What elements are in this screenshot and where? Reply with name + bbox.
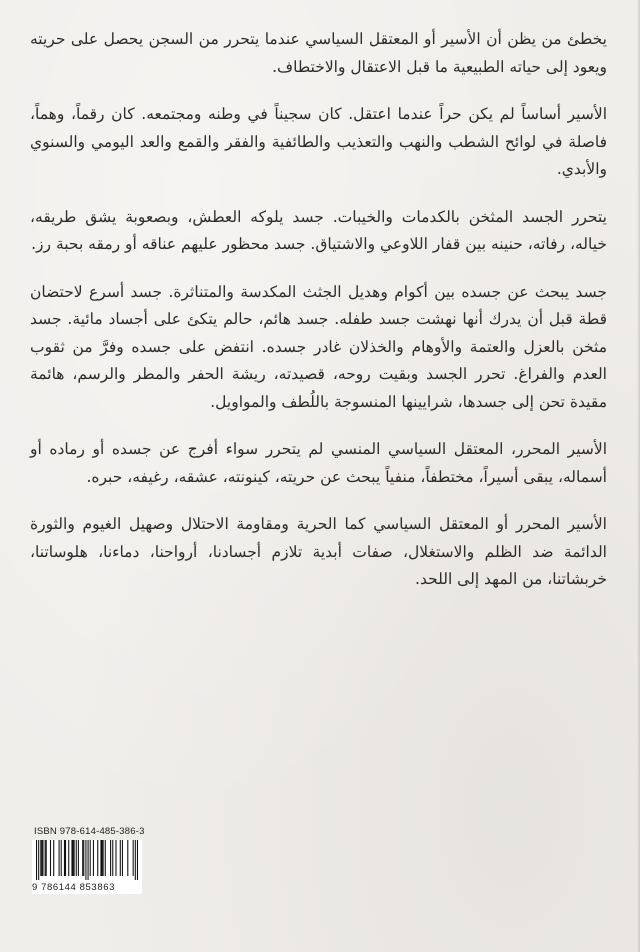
barcode-bar xyxy=(122,840,123,876)
barcode-bar xyxy=(40,840,41,876)
isbn-label: ISBN 978-614-485-386-3 xyxy=(34,826,145,837)
barcode-bar xyxy=(88,840,89,880)
barcode-bar xyxy=(83,840,84,876)
barcode-bar xyxy=(59,840,60,876)
paragraph-1: يخطئ من يظن أن الأسير أو المعتقل السياسي عندما يتحرر من السجن يحصل على حريته ويعود إلى حياته الطبيعية ما قبل الاعتقال والاختطاف. xyxy=(30,30,607,76)
barcode-bar xyxy=(46,840,47,876)
barcode-bar xyxy=(41,840,42,876)
barcode-bar xyxy=(115,840,116,876)
barcode-bar xyxy=(82,840,83,876)
barcode-bar xyxy=(45,840,46,876)
paragraph-4: جسد يبحث عن جسده بين أكوام وهديل الجثث المكدسة والمتناثرة. جسد أسرع لاحتضان قطة قبل أن يدرك أنها نهشت جسد طفله. جسد هائم، حالم يتكئ على أجساد مائية. جسد مثخن بالعزل والعتمة والأوهام والخذلان غادر جسده. انتفض على جسده وفرَّ من ثقوب العدم والفراغ. تحرر الجسد وبقيت روحه، قصيدته، ريشة الحفر والمطر والرسم، هائمة مقيدة تحن إلى جسدها، شرايينها المنسوجة باللُطف والمواويل. xyxy=(30,282,607,411)
barcode-bar xyxy=(112,840,113,876)
barcode-bar xyxy=(133,840,134,876)
barcode-bar xyxy=(61,840,62,876)
barcode-bar xyxy=(127,840,128,876)
barcode-bar xyxy=(97,840,98,876)
barcode-bar xyxy=(74,840,75,876)
barcode-bar xyxy=(105,840,106,876)
paragraph-6: الأسير المحرر أو المعتقل السياسي كما الحرية ومقاومة الاحتلال وصهيل الغيوم والثورة الدائمة ضد الظلم والاستغلال، صفات أبدية تلازم أجسادنا، أرواحنا، دماءنا، هلوساتنا، خربشاتنا، من المهد إلى اللحد. xyxy=(30,515,607,588)
paragraph-2: الأسير أساساً لم يكن حراً عندما اعتقل. كان سجيناً في وطنه ومجتمعه. كان رقماً، وهماً، فاصلة في لوائح الشطب والنهب والتعذيب والطائفية والفقر والقمع والعد اليومي والسنوي والأبدي. xyxy=(30,105,607,178)
barcode-bar xyxy=(85,840,86,880)
barcode xyxy=(32,840,142,894)
barcode-bar xyxy=(93,840,94,876)
barcode-bars xyxy=(36,840,138,880)
barcode-bar xyxy=(110,840,111,876)
barcode-bar xyxy=(36,840,37,880)
barcode-bar xyxy=(73,840,74,876)
barcode-bar xyxy=(38,840,39,880)
blurb-text xyxy=(30,26,607,614)
paragraph-3: يتحرر الجسد المثخن بالكدمات والخيبات. جسد يلوكه العطش، وبصعوبة يشق طريقه، خياله، رفاته، حنينه بين قفار اللاوعي والاشتياق. جسد محظور عليهم عناقه أو رمقه بحبة رز. xyxy=(30,207,607,253)
barcode-bar xyxy=(135,840,136,880)
paragraph-5: الأسير المحرر، المعتقل السياسي المنسي لم يتحرر سواء أفرج عن جسده أو رماده أو أسماله، يبقى أسيراً، مختطفاً، منفياً يبحث عن حريته، كينونته، عشقه، رغيفه، حبره. xyxy=(30,440,607,486)
barcode-bar xyxy=(101,840,102,876)
barcode-bar xyxy=(120,840,121,876)
isbn-area xyxy=(32,826,192,896)
barcode-bar xyxy=(103,840,104,876)
barcode-bar xyxy=(53,840,54,876)
barcode-bar xyxy=(64,840,65,876)
barcode-bar xyxy=(65,840,66,876)
barcode-bar xyxy=(100,840,101,876)
barcode-bar xyxy=(76,840,77,876)
barcode-digits: 9 786144 853863 xyxy=(32,882,115,893)
barcode-bar xyxy=(137,840,138,880)
barcode-bar xyxy=(50,840,51,876)
barcode-bar xyxy=(90,840,91,876)
barcode-bar xyxy=(78,840,79,876)
barcode-bar xyxy=(42,840,43,876)
barcode-bar xyxy=(68,840,69,876)
barcode-bar xyxy=(71,840,72,876)
